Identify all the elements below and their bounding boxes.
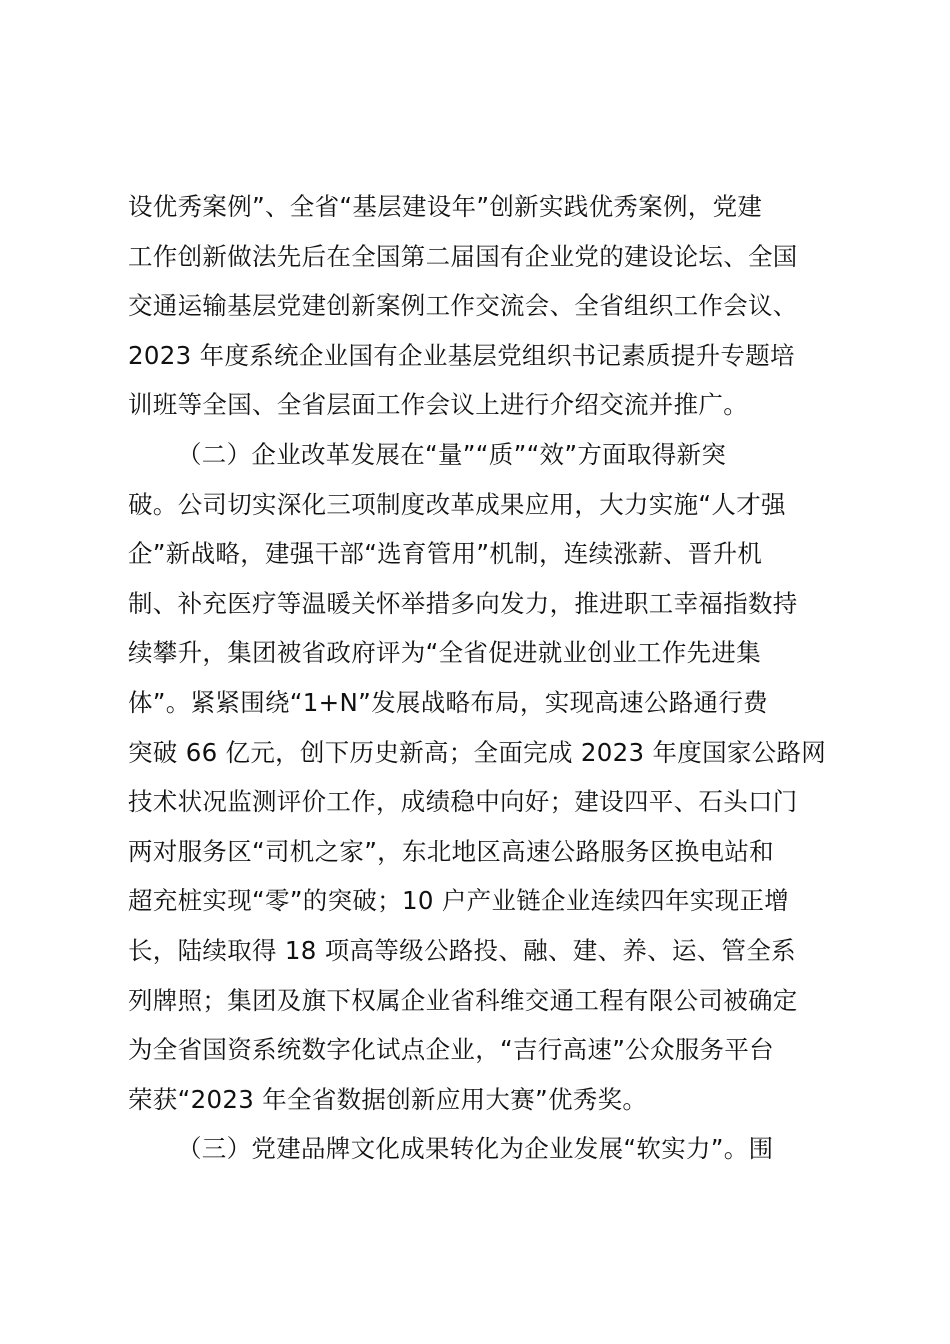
text-line: 企”新战略，建强干部“选育管用”机制，连续涨薪、晋升机	[128, 539, 763, 569]
text-line: （三）党建品牌文化成果转化为企业发展“软实力”。围	[177, 1134, 774, 1164]
body-text	[128, 182, 848, 1174]
text-line: 工作创新做法先后在全国第二届国有企业党的建设论坛、全国	[128, 241, 798, 271]
text-line: 设优秀案例”、全省“基层建设年”创新实践优秀案例，党建	[128, 192, 763, 221]
text-line: 体”。紧紧围绕“1+N”发展战略布局，实现高速公路通行费	[128, 687, 768, 717]
text-line: 两对服务区“司机之家”，东北地区高速公路服务区换电站和	[128, 836, 774, 866]
text-line: 突破 66 亿元，创下历史新高；全面完成 2023 年度国家公路网	[128, 737, 827, 767]
text-line: 列牌照；集团及旗下权属企业省科维交通工程有限公司被确定	[128, 985, 798, 1015]
text-line: （二）企业改革发展在“量”“质”“效”方面取得新突	[177, 439, 727, 469]
text-line: 训班等全国、全省层面工作会议上进行介绍交流并推广。	[128, 390, 748, 420]
text-line: 制、补充医疗等温暖关怀举措多向发力，推进职工幸福指数持	[128, 588, 798, 618]
text-line: 荣获“2023 年全省数据创新应用大赛”优秀奖。	[128, 1084, 648, 1114]
text-line: 续攀升，集团被省政府评为“全省促进就业创业工作先进集	[128, 638, 761, 668]
text-line: 超充桩实现“零”的突破；10 户产业链企业连续四年实现正增	[128, 886, 790, 916]
text-line: 技术状况监测评价工作，成绩稳中向好；建设四平、石头口门	[128, 787, 798, 817]
text-line: 交通运输基层党建创新案例工作交流会、全省组织工作会议、	[128, 291, 798, 321]
text-line: 长，陆续取得 18 项高等级公路投、融、建、养、运、管全系	[128, 935, 796, 965]
text-line: 破。公司切实深化三项制度改革成果应用，大力实施“人才强	[128, 489, 786, 519]
text-line: 2023 年度系统企业国有企业基层党组织书记素质提升专题培	[128, 340, 795, 370]
text-line: 为全省国资系统数字化试点企业，“吉行高速”公众服务平台	[128, 1035, 774, 1065]
